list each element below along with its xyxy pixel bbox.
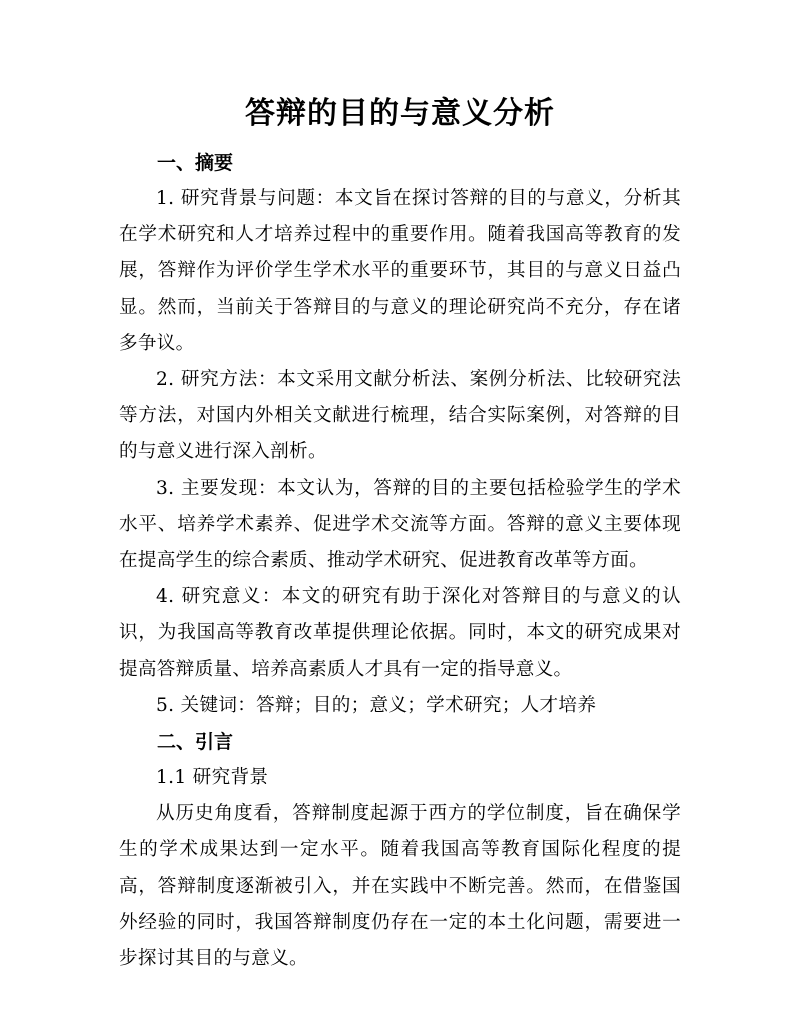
section-heading-abstract: 一、摘要: [157, 152, 234, 174]
document-title: 答辩的目的与意义分析: [245, 96, 555, 131]
section-heading-introduction: 二、引言: [157, 731, 234, 754]
document-body: [119, 145, 681, 977]
abstract-paragraph-keywords: 5. 关键词：答辩；目的；意义；学术研究；人才培养: [156, 694, 597, 716]
abstract-paragraph-methods: 2. 研究方法：本文采用文献分析法、案例分析法、比较研究法等方法，对国内外相关文献进行梳理，结合实际案例，对答辩的目的与意义进行深入剖析。: [119, 369, 681, 463]
abstract-paragraph-significance: 4. 研究意义：本文的研究有助于深化对答辩目的与意义的认识，为我国高等教育改革提供理论依据。同时，本文的研究成果对提高答辩质量、培养高素质人才具有一定的指导意义。: [119, 586, 681, 680]
abstract-paragraph-findings: 3. 主要发现：本文认为，答辩的目的主要包括检验学生的学术水平、培养学术素养、促进学术交流等方面。答辩的意义主要体现在提高学生的综合素质、推动学术研究、促进教育改革等方面。: [119, 477, 681, 572]
subsection-heading-background: 1.1 研究背景: [156, 767, 269, 789]
introduction-paragraph-history: 从历史角度看，答辩制度起源于西方的学位制度，旨在确保学生的学术成果达到一定水平。随着我国高等教育国际化程度的提高，答辩制度逐渐被引入，并在实践中不断完善。然而，在借鉴国外经验的同时，我国答辩制度仍存在一定的本土化问题，需要进一步探讨其目的与意义。: [119, 803, 681, 970]
abstract-paragraph-background: 1. 研究背景与问题：本文旨在探讨答辩的目的与意义，分析其在学术研究和人才培养过程中的重要作用。随着我国高等教育的发展，答辩作为评价学生学术水平的重要环节，其目的与意义日益凸显。然而，当前关于答辩目的与意义的理论研究尚不充分，存在诸多争议。: [119, 188, 681, 354]
